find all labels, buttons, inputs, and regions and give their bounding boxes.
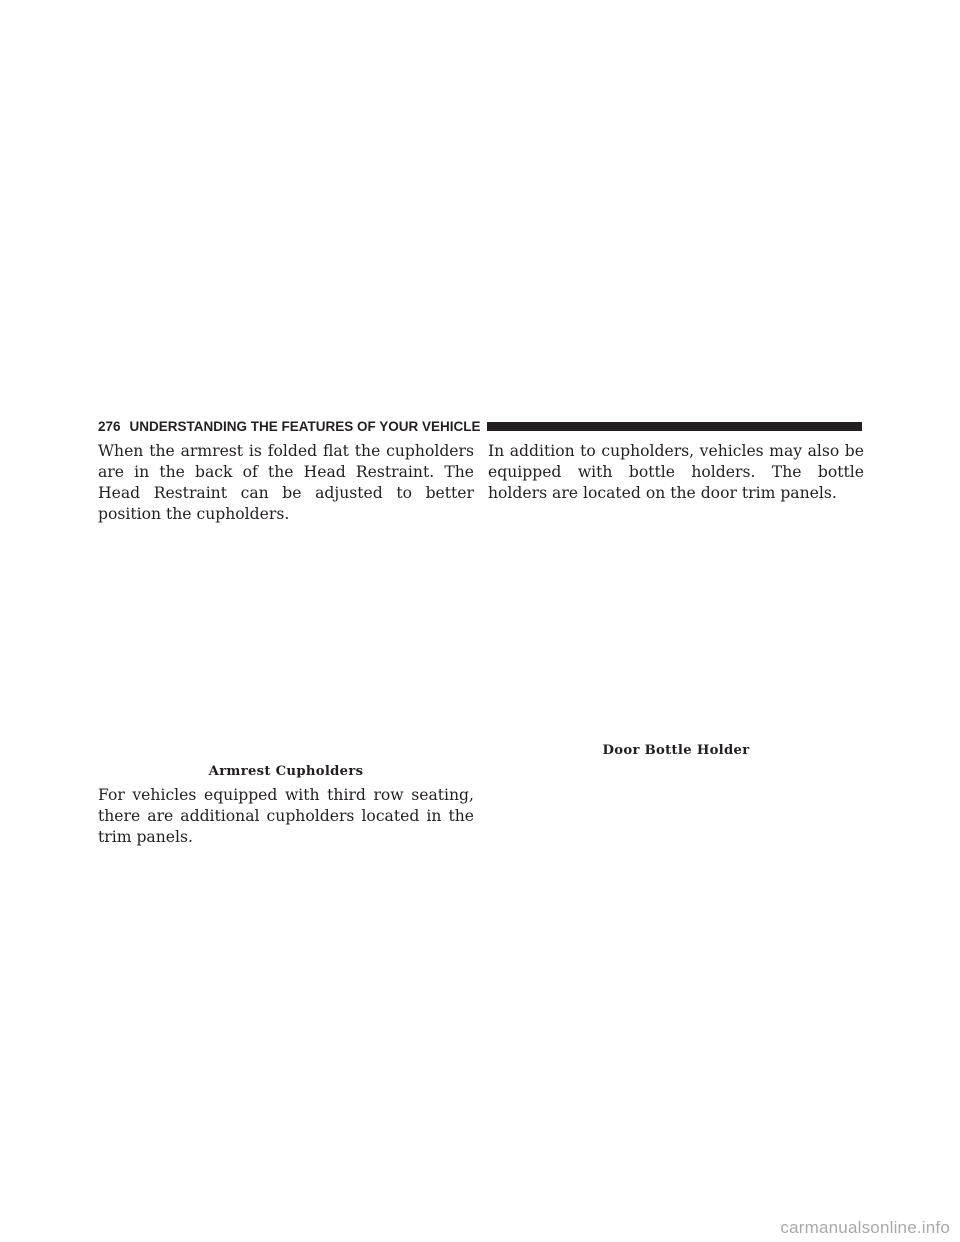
watermark: carmanualsonline.info <box>780 1218 950 1237</box>
page-number: 276 <box>98 418 121 434</box>
armrest-cupholders-figure <box>98 525 474 763</box>
third-row-paragraph: For vehicles equipped with third row seating, there are additional cupholders located in the trim panels. <box>98 786 474 846</box>
door-bottle-holder-figure <box>488 504 864 742</box>
page-header <box>98 416 862 436</box>
armrest-cupholders-caption: Armrest Cupholders <box>208 764 364 779</box>
door-bottle-holder-caption: Door Bottle Holder <box>602 743 750 758</box>
right-column <box>488 441 864 764</box>
left-column <box>98 441 474 848</box>
header-rule <box>487 422 862 431</box>
armrest-intro-paragraph: When the armrest is folded flat the cupholders are in the back of the Head Restraint. The Head Restraint can be adjusted to better position the cupholders. <box>98 442 474 523</box>
section-title: UNDERSTANDING THE FEATURES OF YOUR VEHICLE <box>129 418 481 434</box>
bottle-holder-intro-paragraph: In addition to cupholders, vehicles may also be equipped with bottle holders. The bottle holders are located on the door trim panels. <box>488 442 864 502</box>
